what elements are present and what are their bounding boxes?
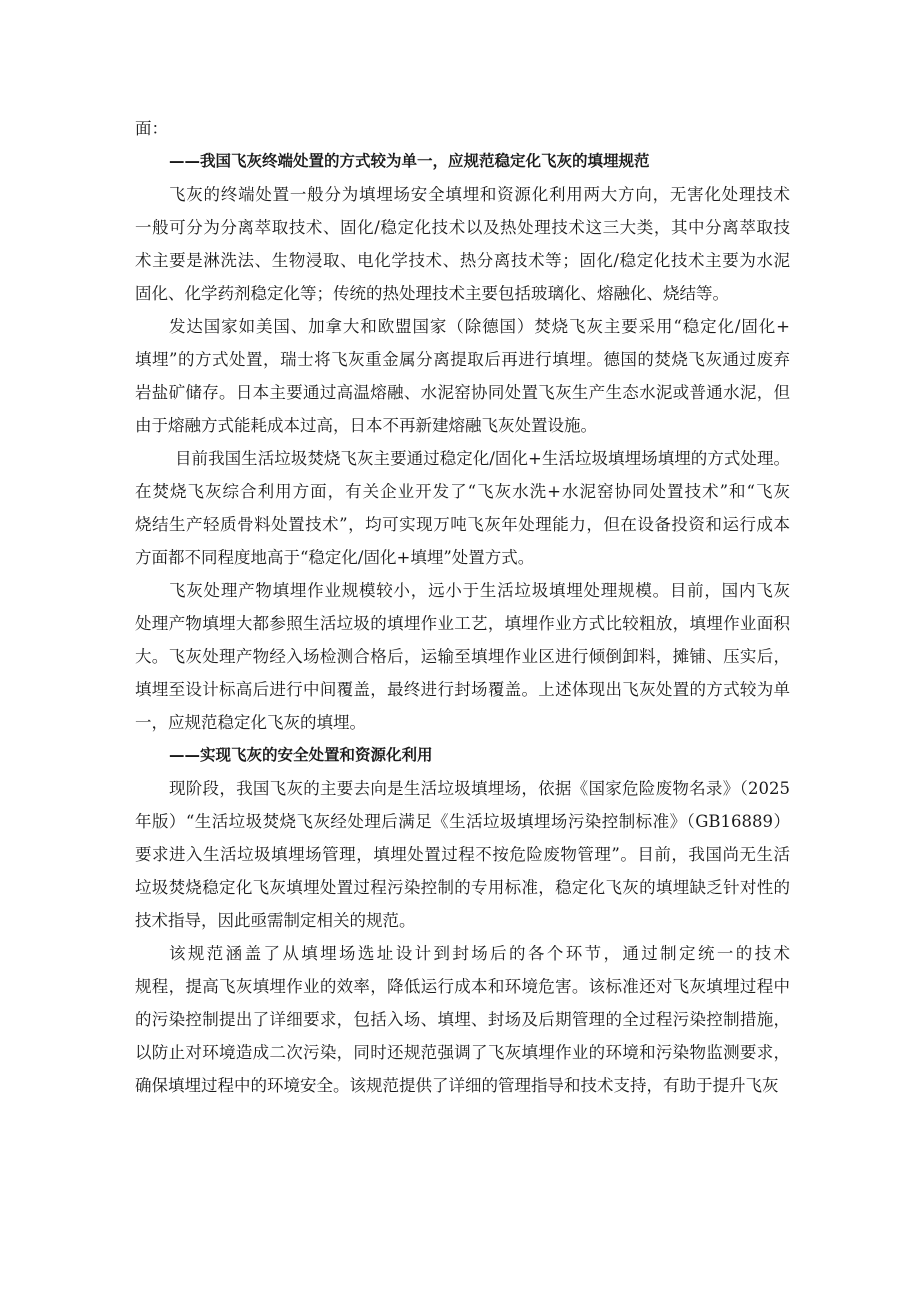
section-heading: ——我国飞灰终端处置的方式较为单一，应规范稳定化飞灰的填埋规范 bbox=[169, 152, 650, 170]
paragraph-line: 技术指导，因此亟需制定相关的规范。 bbox=[135, 911, 416, 930]
paragraph-line: 大。飞灰处理产物经入场检测合格后，运输至填埋作业区进行倾倒卸料，摊铺、压实后， bbox=[135, 647, 790, 666]
paragraph-line: 该规范涵盖了从填埋场选址设计到封场后的各个环节，通过制定统一的技术 bbox=[169, 944, 790, 963]
paragraph-line: 方面都不同程度地高于“稳定化/固化+填埋”处置方式。 bbox=[135, 548, 535, 567]
paragraph-line: 岩盐矿储存。日本主要通过高温熔融、水泥窑协同处置飞灰生产生态水泥或普通水泥，但 bbox=[135, 383, 790, 402]
section-heading: ——实现飞灰的安全处置和资源化利用 bbox=[169, 746, 433, 764]
paragraph-line: 规程，提高飞灰填埋作业的效率，降低运行成本和环境危害。该标准还对飞灰填埋过程中 bbox=[135, 977, 790, 996]
paragraph-line: 在焚烧飞灰综合利用方面，有关企业开发了“飞灰水洗+水泥窑协同处置技术”和“飞灰 bbox=[135, 482, 790, 501]
paragraph bbox=[135, 574, 790, 739]
paragraph bbox=[135, 112, 790, 145]
paragraph-line: 以防止对环境造成二次污染，同时还规范强调了飞灰填埋作业的环境和污染物监测要求， bbox=[135, 1043, 790, 1062]
paragraph bbox=[135, 442, 790, 574]
paragraph-line: 发达国家如美国、加拿大和欧盟国家（除德国）焚烧飞灰主要采用“稳定化/固化+ bbox=[169, 317, 790, 336]
paragraph-line: 烧结生产轻质骨料处置技术”，均可实现万吨飞灰年处理能力，但在设备投资和运行成本 bbox=[135, 515, 790, 534]
document-body bbox=[135, 112, 790, 1102]
paragraph-line: 处理产物填埋大都参照生活垃圾的填埋作业工艺，填埋作业方式比较粗放，填埋作业面积 bbox=[135, 614, 790, 633]
paragraph-line: 目前我国生活垃圾焚烧飞灰主要通过稳定化/固化+生活垃圾填埋场填埋的方式处理。 bbox=[175, 449, 790, 468]
paragraph-line: 确保填埋过程中的环境安全。该规范提供了详细的管理指导和技术支持，有助于提升飞灰 bbox=[135, 1076, 779, 1095]
paragraph-line: 填埋至设计标高后进行中间覆盖，最终进行封场覆盖。上述体现出飞灰处置的方式较为单 bbox=[135, 680, 790, 699]
paragraph-line: 术主要是淋洗法、生物浸取、电化学技术、热分离技术等；固化/稳定化技术主要为水泥 bbox=[135, 251, 790, 270]
paragraph bbox=[135, 772, 790, 937]
paragraph-line: 由于熔融方式能耗成本过高，日本不再新建熔融飞灰处置设施。 bbox=[135, 416, 597, 435]
paragraph-line: 一，应规范稳定化飞灰的填埋。 bbox=[135, 713, 366, 732]
paragraph-line: 的污染控制提出了详细要求，包括入场、填埋、封场及后期管理的全过程污染控制措施， bbox=[135, 1010, 790, 1029]
paragraph-line: 年版）“生活垃圾焚烧飞灰经处理后满足《生活垃圾填埋场污染控制标准》（GB16889） bbox=[135, 812, 790, 831]
paragraph bbox=[135, 937, 790, 1102]
paragraph-line: 垃圾焚烧稳定化飞灰填埋处置过程污染控制的专用标准，稳定化飞灰的填埋缺乏针对性的 bbox=[135, 878, 790, 897]
paragraph bbox=[135, 178, 790, 310]
paragraph-line: 现阶段，我国飞灰的主要去向是生活垃圾填埋场，依据《国家危险废物名录》（2025 bbox=[169, 779, 790, 798]
paragraph-line: 飞灰处理产物填埋作业规模较小，远小于生活垃圾填埋处理规模。目前，国内飞灰 bbox=[169, 581, 790, 600]
paragraph-line: 固化、化学药剂稳定化等；传统的热处理技术主要包括玻璃化、熔融化、烧结等。 bbox=[135, 284, 729, 303]
paragraph-line: 填埋”的方式处置，瑞士将飞灰重金属分离提取后再进行填埋。德国的焚烧飞灰通过废弃 bbox=[135, 350, 790, 369]
paragraph-line: 要求进入生活垃圾填埋场管理，填埋处置过程不按危险废物管理”。目前，我国尚无生活 bbox=[135, 845, 790, 864]
paragraph bbox=[135, 310, 790, 442]
paragraph-line: 一般可分为分离萃取技术、固化/稳定化技术以及热处理技术这三大类，其中分离萃取技 bbox=[135, 218, 790, 237]
paragraph-line: 面： bbox=[135, 119, 168, 138]
paragraph-line: 飞灰的终端处置一般分为填埋场安全填埋和资源化利用两大方向，无害化处理技术 bbox=[169, 185, 790, 204]
